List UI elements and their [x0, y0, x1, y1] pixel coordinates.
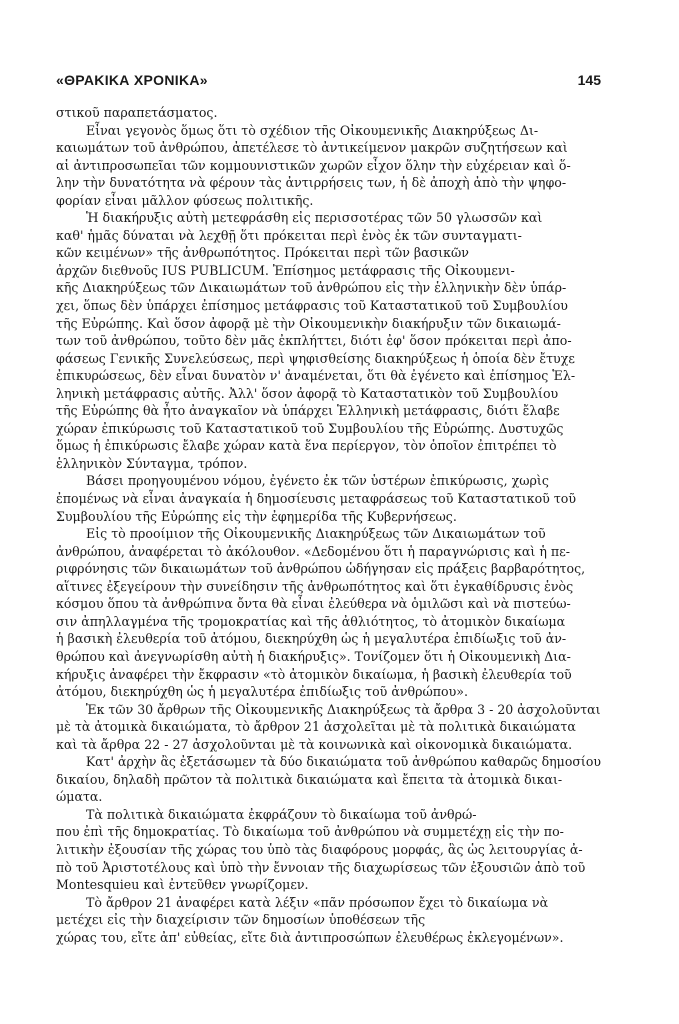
journal-title: «ΘΡΑΚΙΚΑ ΧΡΟΝΙΚΑ»	[56, 72, 208, 88]
text-fragment: τῆς Εὐρώπης. Καὶ ὅσον ἀφορᾷ μὲ τὴν Οἰκουμενικὴν διακήρυξιν τῶν δικαιωμά-	[56, 315, 561, 331]
text-line	[56, 227, 601, 245]
text-line	[56, 595, 601, 613]
text-line	[56, 771, 601, 789]
text-line	[56, 350, 601, 368]
page-number: 145	[577, 72, 601, 88]
text-line	[56, 929, 601, 947]
text-fragment: που ἐπὶ τῆς δημοκρατίας. Τὸ δικαίωμα τοῦ ἀνθρώπου νὰ συμμετέχῃ εἰς τὴν πο-	[56, 824, 564, 840]
text-line	[56, 543, 601, 561]
text-fragment: κῆς Διακηρύξεως τῶν Δικαιωμάτων τοῦ ἀνθρώπου εἰς τὴν ἑλληνικὴν δὲν ὑπάρ-	[56, 280, 567, 296]
text-line	[56, 244, 601, 262]
text-fragment: ἀνθρώπου, ἀναφέρεται τὸ ἀκόλουθον. «Δεδομένου ὅτι ἡ παραγνώρισις καὶ ἡ πε-	[56, 543, 570, 559]
text-fragment: ριφρόνησις τῶν δικαιωμάτων τοῦ ἀνθρώπου ὡδήγησαν εἰς πράξεις βαρβαρότητος,	[56, 561, 586, 577]
text-fragment: καθ' ἡμᾶς δύναται νὰ λεχθῇ ὅτι πρόκειται περὶ ἑνὸς ἐκ τῶν συνταγματι-	[56, 227, 522, 243]
text-fragment: αἱ ἀντιπροσωπεῖαι τῶν κομμουνιστικῶν χωρῶν εἶχον ὅλην τὴν εὐχέρειαν καὶ ὅ-	[56, 157, 571, 173]
text-fragment: ληνικὴ μετάφρασις αὐτῆς. Ἀλλ' ὅσον ἀφορᾷ τὸ Καταστατικὸν τοῦ Συμβουλίου	[56, 385, 559, 401]
text-line	[56, 578, 601, 596]
text-line	[56, 104, 601, 122]
text-line	[56, 490, 601, 508]
text-line	[56, 613, 601, 631]
text-line	[56, 385, 601, 403]
text-line	[56, 455, 601, 473]
text-line	[56, 718, 601, 736]
running-header	[56, 72, 601, 94]
text-line	[56, 508, 601, 526]
text-fragment: Ἡ διακήρυξις αὐτὴ μετεφράσθη εἰς περισσοτέρας τῶν 50 γλωσσῶν καὶ	[86, 210, 543, 226]
text-line	[56, 911, 601, 929]
text-line	[56, 648, 601, 666]
text-fragment: τῆς Εὐρώπης θὰ ἦτο ἀναγκαῖον νὰ ὑπάρχει Ἑλληνικὴ μετάφρασις, διότι ἔλαβε	[56, 403, 560, 419]
text-fragment: ἐπομένως νὰ εἶναι ἀναγκαία ἡ δημοσίευσις μεταφράσεως τοῦ Καταστατικοῦ τοῦ	[56, 491, 577, 507]
text-fragment: χώραν ἐπικύρωσις τοῦ Καταστατικοῦ τοῦ Συμβουλίου τῆς Εὐρώπης. Δυστυχῶς	[56, 420, 564, 436]
text-fragment: μετέχει εἰς τὴν διαχείρισιν τῶν δημοσίων ὑποθέσεων τῆς	[56, 912, 426, 928]
text-fragment: ώματα.	[56, 789, 103, 805]
text-line	[56, 666, 601, 684]
text-fragment: ἀρχῶν διεθνοῦς IUS PUBLICUM. Ἐπίσημος μετάφρασις τῆς Οἰκουμενι-	[56, 262, 515, 278]
text-line	[56, 332, 601, 350]
text-fragment: λην τὴν δυνατότητα νὰ φέρουν τὰς ἀντιρρήσεις των, ἡ δὲ ἀποχὴ ἀπὸ τὴν ψηφο-	[56, 175, 567, 191]
text-fragment: Τὰ πολιτικὰ δικαιώματα ἐκφράζουν τὸ δικαίωμα τοῦ ἀνθρώ-	[86, 806, 477, 822]
text-fragment: χώρας του, εἴτε ἀπ' εὐθείας, εἴτε διὰ ἀντιπροσώπων ἐλευθέρως ἐκλεγομένων».	[56, 929, 564, 945]
text-fragment: καὶ τὰ ἄρθρα 22 - 27 ἀσχολοῦνται μὲ τὰ κοινωνικὰ καὶ οἰκονομικὰ δικαιώματα.	[56, 736, 573, 752]
text-fragment: ὅμως ἡ ἐπικύρωσις ἔλαβε χώραν κατὰ ἕνα περίεργον, τὸν ὁποῖον ἐπιτρέπει τὸ	[56, 438, 557, 454]
text-line	[56, 209, 601, 227]
text-fragment: θρώπου καὶ ἀνεγνωρίσθη αὐτὴ ἡ διακήρυξις». Τονίζομεν ὅτι ἡ Οἰκουμενικὴ Δια-	[56, 648, 571, 664]
text-fragment: Montesquieu καὶ ἐντεῦθεν γνωρίζομεν.	[56, 877, 309, 893]
text-line	[56, 192, 601, 210]
text-line	[56, 876, 601, 894]
text-line	[56, 823, 601, 841]
text-line	[56, 753, 601, 771]
body-text	[56, 104, 601, 946]
text-fragment: Τὸ ἄρθρον 21 ἀναφέρει κατὰ λέξιν «πᾶν πρόσωπον ἔχει τὸ δικαίωμα νὰ	[86, 894, 549, 910]
text-fragment: φορίαν εἶναι μᾶλλον φύσεως πολιτικῆς.	[56, 192, 314, 208]
text-fragment: Εἶναι γεγονὸς ὅμως ὅτι τὸ σχέδιον τῆς Οἰκουμενικῆς Διακηρύξεως Δι-	[86, 122, 539, 138]
text-line	[56, 315, 601, 333]
text-line	[56, 420, 601, 438]
text-line	[56, 560, 601, 578]
text-line	[56, 736, 601, 754]
text-line	[56, 525, 601, 543]
text-fragment: Ἐκ τῶν 30 ἄρθρων τῆς Οἰκουμενικῆς Διακηρύξεως τὰ ἄρθρα 3 - 20 ἀσχολοῦνται	[85, 701, 601, 717]
text-fragment: μὲ τὰ ἀτομικὰ δικαιώματα, τὸ ἄρθρον 21 ἀσχολεῖται μὲ τὰ πολιτικὰ δικαιώματα	[56, 719, 576, 735]
text-fragment: ἡ βασικὴ ἐλευθερία τοῦ ἀτόμου, διεκηρύχθη ὡς ἡ μεγαλυτέρα ἐπιδίωξις τοῦ ἀν-	[56, 631, 567, 647]
text-line	[56, 894, 601, 912]
text-fragment: φάσεως Γενικῆς Συνελεύσεως, περὶ ψηφισθείσης διακηρύξεως ἡ ὁποία δὲν ἔτυχε	[56, 350, 575, 366]
text-fragment: αἵτινες ἐξεγείρουν τὴν συνείδησιν τῆς ἀνθρωπότητος καὶ ὅτι ἐγκαθίδρυσις ἑνὸς	[56, 578, 574, 594]
text-line	[56, 806, 601, 824]
text-line	[56, 788, 601, 806]
text-fragment: κήρυξις ἀναφέρει τὴν ἔκφρασιν «τὸ ἀτομικὸν δικαίωμα, ἡ βασικὴ ἐλευθερία τοῦ	[56, 666, 572, 682]
text-line	[56, 841, 601, 859]
text-line	[56, 122, 601, 140]
text-fragment: κῶν κειμένων» τῆς ἀνθρωπότητος. Πρόκειται περὶ τῶν βασικῶν	[56, 245, 469, 261]
text-line	[56, 367, 601, 385]
text-line	[56, 279, 601, 297]
text-fragment: στικοῦ παραπετάσματος.	[56, 105, 218, 120]
text-fragment: κόσμου ὅπου τὰ ἀνθρώπινα ὄντα θὰ εἶναι ἐλεύθερα νὰ ὁμιλῶσι καὶ νὰ πιστεύω-	[56, 596, 571, 612]
text-fragment: των τοῦ ἀνθρώπου, τοῦτο δὲν μᾶς ἐκπλήττει, διότι ἐφ' ὅσον πρόκειται περὶ ἀπο-	[56, 333, 572, 349]
text-fragment: ἀτόμου, διεκηρύχθη ὡς ἡ μεγαλυτέρα ἐπιδίωξις τοῦ ἀνθρώπου».	[56, 684, 468, 700]
text-fragment: πὸ τοῦ Ἀριστοτέλους καὶ ὑπὸ τὴν ἔννοιαν τῆς διαχωρίσεως τῶν ἐξουσιῶν ἀπὸ τοῦ	[56, 859, 586, 875]
text-fragment: ἐπικυρώσεως, δὲν εἶναι δυνατὸν ν' ἀναμένεται, ὅτι θὰ ἐγένετο καὶ ἐπίσημος Ἑλ-	[56, 368, 576, 384]
text-line	[56, 139, 601, 157]
text-fragment: ἑλληνικὸν Σύνταγμα, τρόπον.	[56, 455, 248, 471]
text-fragment: λιτικὴν ἐξουσίαν τῆς χώρας του ὑπὸ τὰς διαφόρους μορφάς, ἃς ὡς λειτουργίας ἀ-	[56, 841, 583, 857]
text-line	[56, 683, 601, 701]
text-fragment: Συμβουλίου τῆς Εὐρώπης εἰς τὴν ἐφημερίδα τῆς Κυβερνήσεως.	[56, 508, 457, 524]
text-line	[56, 472, 601, 490]
text-line	[56, 174, 601, 192]
text-line	[56, 630, 601, 648]
text-fragment: Βάσει προηγουμένου νόμου, ἐγένετο ἐκ τῶν ὑστέρων ἐπικύρωσις, χωρὶς	[86, 473, 549, 489]
text-line	[56, 701, 599, 719]
text-line	[56, 262, 601, 280]
text-fragment: Εἰς τὸ προοίμιον τῆς Οἰκουμενικῆς Διακηρύξεως τῶν Δικαιωμάτων τοῦ	[86, 526, 546, 542]
text-line	[56, 157, 601, 175]
text-line	[56, 859, 601, 877]
text-fragment: χει, ὅπως δὲν ὑπάρχει ἐπίσημος μετάφρασις τοῦ Καταστατικοῦ τοῦ Συμβουλίου	[56, 298, 568, 314]
text-fragment: σιν ἀπηλλαγμένα τῆς τρομοκρατίας καὶ τῆς ἀθλιότητος, τὸ ἀτομικὸν δικαίωμα	[56, 613, 566, 629]
text-fragment: δικαίου, δηλαδὴ πρῶτον τὰ πολιτικὰ δικαιώματα καὶ ἔπειτα τὰ ἀτομικὰ δικαι-	[56, 771, 563, 787]
text-line	[56, 437, 601, 455]
text-fragment: καιωμάτων τοῦ ἀνθρώπου, ἀπετέλεσε τὸ ἀντικείμενον μακρῶν συζητήσεων καὶ	[56, 140, 568, 156]
text-line	[56, 402, 601, 420]
text-line	[56, 297, 601, 315]
text-fragment: Κατ' ἀρχὴν ἂς ἐξετάσωμεν τὰ δύο δικαιώματα τοῦ ἀνθρώπου καθαρῶς δημοσίου	[85, 754, 601, 770]
